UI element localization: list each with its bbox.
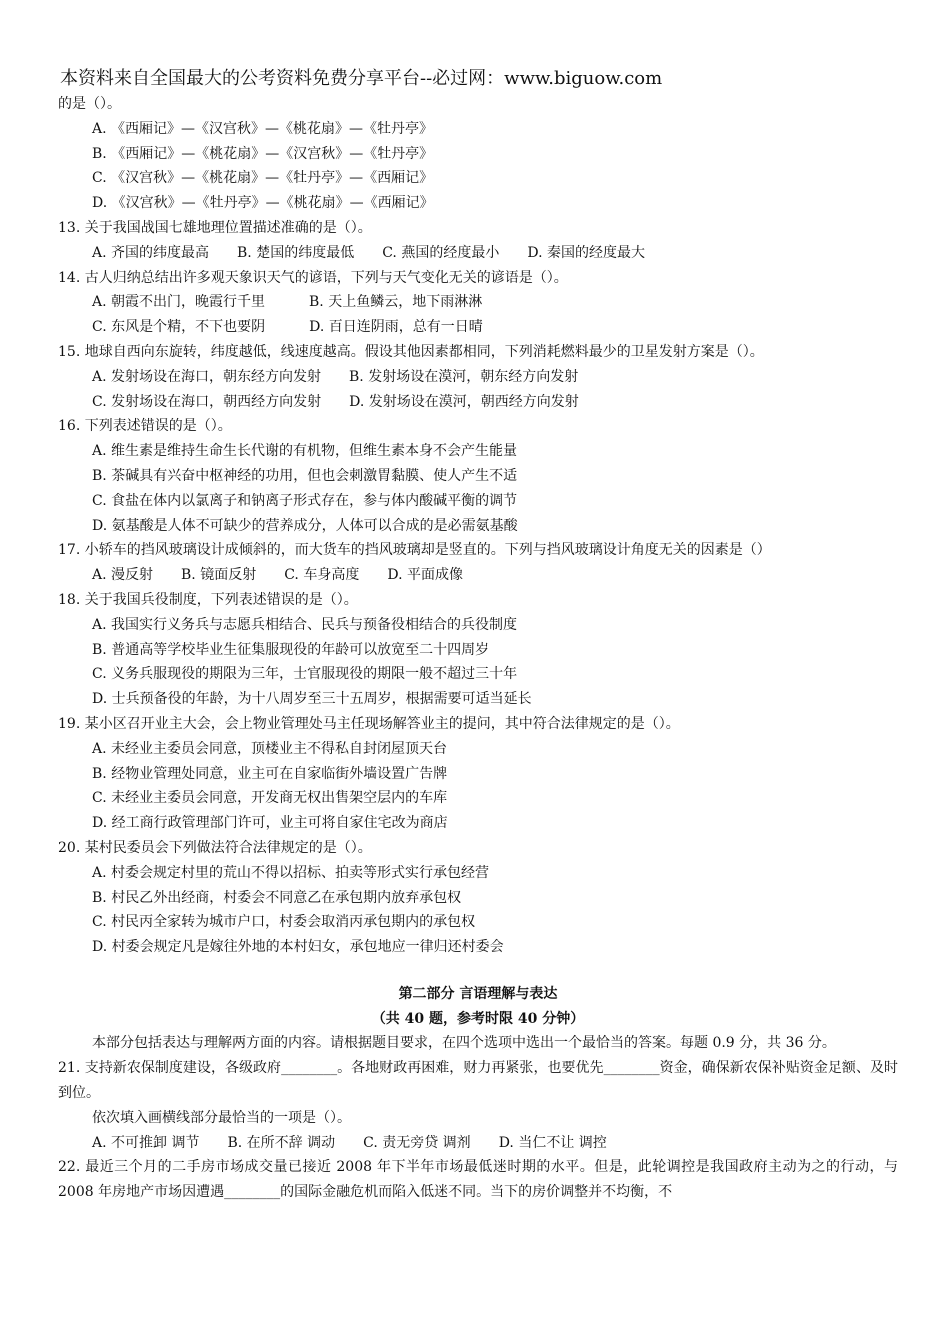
- question-12-option-a: A. 《西厢记》—《汉宫秋》—《桃花扇》—《牡丹亭》: [92, 120, 434, 137]
- question-17-option-b: B. 镜面反射: [181, 567, 257, 584]
- part-2-intro: 本部分包括表达与理解两方面的内容。请根据题目要求，在四个选项中选出一个最恰当的答案。每题 0.9 分，共 36 分。: [92, 1035, 836, 1052]
- question-14-option-b: B. 天上鱼鳞云，地下雨淋淋: [309, 294, 483, 311]
- question-22-stem: 22. 最近三个月的二手房市场成交量已接近 2008 年下半年市场最低迷时期的水平。但是，此轮调控是我国政府主动为之的行动，与 2008 年房地产市场因遭遇________的国际金融危机而陷入低迷不同。当下的房价调整并不均衡，不: [58, 1159, 898, 1201]
- question-15-option-d: D. 发射场设在漠河，朝西经方向发射: [349, 393, 579, 410]
- question-13-option-a: A. 齐国的纬度最高: [92, 244, 210, 261]
- question-21-option-c: C. 责无旁贷 调剂: [363, 1134, 471, 1151]
- question-16-stem: 16. 下列表述错误的是（）。: [58, 418, 232, 435]
- question-15-options-cd: [58, 390, 898, 415]
- question-13-stem: 13. 关于我国战国七雄地理位置描述准确的是（）。: [58, 219, 372, 236]
- question-18-option-c: C. 义务兵服现役的期限为三年，士官服现役的期限一般不超过三十年: [92, 666, 518, 683]
- question-15-stem: 15. 地球自西向东旋转，纬度越低，线速度越高。假设其他因素都相同，下列消耗燃料最少的卫星发射方案是（）。: [58, 343, 764, 360]
- question-15-options-ab: [58, 365, 898, 390]
- question-21-prompt: 依次填入画横线部分最恰当的一项是（）。: [92, 1109, 351, 1126]
- question-19-option-a: A. 未经业主委员会同意，顶楼业主不得私自封闭屋顶天台: [92, 740, 448, 757]
- question-14-option-c: C. 东风是个精，不下也要阴: [92, 319, 266, 336]
- question-20-stem: 20. 某村民委员会下列做法符合法律规定的是（）。: [58, 839, 372, 856]
- question-20-option-a: A. 村委会规定村里的荒山不得以招标、拍卖等形式实行承包经营: [92, 864, 490, 881]
- question-19-option-c: C. 未经业主委员会同意，开发商无权出售架空层内的车库: [92, 790, 448, 807]
- question-14-options-ab: [58, 290, 898, 315]
- question-21-option-b: B. 在所不辞 调动: [227, 1134, 336, 1151]
- question-14-options-cd: [58, 315, 898, 340]
- question-15-option-b: B. 发射场设在漠河，朝东经方向发射: [349, 368, 579, 385]
- question-17-option-d: D. 平面成像: [387, 567, 463, 584]
- question-21-option-a: A. 不可推卸 调节: [92, 1134, 200, 1151]
- question-14-option-a: A. 朝霞不出门，晚霞行千里: [92, 294, 266, 311]
- question-13-option-c: C. 燕国的经度最小: [382, 244, 500, 261]
- question-16-option-a: A. 维生素是维持生命生长代谢的有机物，但维生素本身不会产生能量: [92, 443, 518, 460]
- question-13-option-b: B. 楚国的纬度最低: [237, 244, 355, 261]
- question-18-option-d: D. 士兵预备役的年龄，为十八周岁至三十五周岁，根据需要可适当延长: [92, 691, 532, 708]
- question-12-option-c: C. 《汉宫秋》—《桃花扇》—《牡丹亭》—《西厢记》: [92, 170, 434, 187]
- question-12-tail: 的是（）。: [58, 96, 121, 112]
- question-17-stem: 17. 小轿车的挡风玻璃设计成倾斜的，而大货车的挡风玻璃却是竖直的。下列与挡风玻璃设计角度无关的因素是（）: [58, 542, 771, 559]
- question-17-option-c: C. 车身高度: [284, 567, 360, 584]
- question-15-option-c: C. 发射场设在海口，朝西经方向发射: [92, 393, 322, 410]
- question-18-option-b: B. 普通高等学校毕业生征集服现役的年龄可以放宽至二十四周岁: [92, 641, 490, 658]
- question-17-option-a: A. 漫反射: [92, 567, 154, 584]
- question-16-option-c: C. 食盐在体内以氯离子和钠离子形式存在，参与体内酸碱平衡的调节: [92, 492, 518, 509]
- section-spacer: [58, 960, 898, 982]
- question-18-stem: 18. 关于我国兵役制度，下列表述错误的是（）。: [58, 591, 358, 608]
- question-14-stem: 14. 古人归纳总结出许多观天象识天气的谚语，下列与天气变化无关的谚语是（）。: [58, 269, 568, 286]
- question-15-option-a: A. 发射场设在海口，朝东经方向发射: [92, 368, 322, 385]
- question-20-option-c: C. 村民丙全家转为城市户口，村委会取消丙承包期内的承包权: [92, 914, 476, 931]
- source-header: 本资料来自全国最大的公考资料免费分享平台--必过网：www.biguow.com: [60, 68, 663, 89]
- question-20-option-d: D. 村委会规定凡是嫁往外地的本村妇女，承包地应一律归还村委会: [92, 939, 504, 956]
- question-19-option-d: D. 经工商行政管理部门许可，业主可将自家住宅改为商店: [92, 815, 448, 832]
- question-21-options: [58, 1131, 898, 1156]
- question-21-option-d: D. 当仁不让 调控: [498, 1134, 607, 1151]
- question-19-stem: 19. 某小区召开业主大会，会上物业管理处马主任现场解答业主的提问，其中符合法律规定的是（）。: [58, 715, 680, 732]
- question-18-option-a: A. 我国实行义务兵与志愿兵相结合、民兵与预备役相结合的兵役制度: [92, 616, 518, 633]
- question-13-options: [58, 241, 898, 266]
- question-12-option-b: B. 《西厢记》—《桃花扇》—《汉宫秋》—《牡丹亭》: [92, 145, 434, 162]
- question-13-option-d: D. 秦国的经度最大: [527, 244, 645, 261]
- document-page: [58, 66, 898, 1205]
- part-2-title: 第二部分 言语理解与表达: [398, 985, 558, 1002]
- question-16-option-b: B. 茶碱具有兴奋中枢神经的功用，但也会刺激胃黏膜、使人产生不适: [92, 467, 518, 484]
- part-2-subtitle: （共 40 题，参考时限 40 分钟）: [371, 1010, 585, 1027]
- question-20-option-b: B. 村民乙外出经商，村委会不同意乙在承包期内放弃承包权: [92, 889, 462, 906]
- question-21-stem: 21. 支持新农保制度建设，各级政府________。各地财政再困难，财力再紧张，也要优先________资金，确保新农保补贴资金足额、及时到位。: [58, 1060, 898, 1102]
- question-12-option-d: D. 《汉宫秋》—《牡丹亭》—《桃花扇》—《西厢记》: [92, 195, 434, 212]
- question-14-option-d: D. 百日连阴雨，总有一日晴: [309, 319, 483, 336]
- question-19-option-b: B. 经物业管理处同意，业主可在自家临街外墙设置广告牌: [92, 765, 448, 782]
- question-16-option-d: D. 氨基酸是人体不可缺少的营养成分，人体可以合成的是必需氨基酸: [92, 517, 518, 534]
- question-17-options: [58, 563, 898, 588]
